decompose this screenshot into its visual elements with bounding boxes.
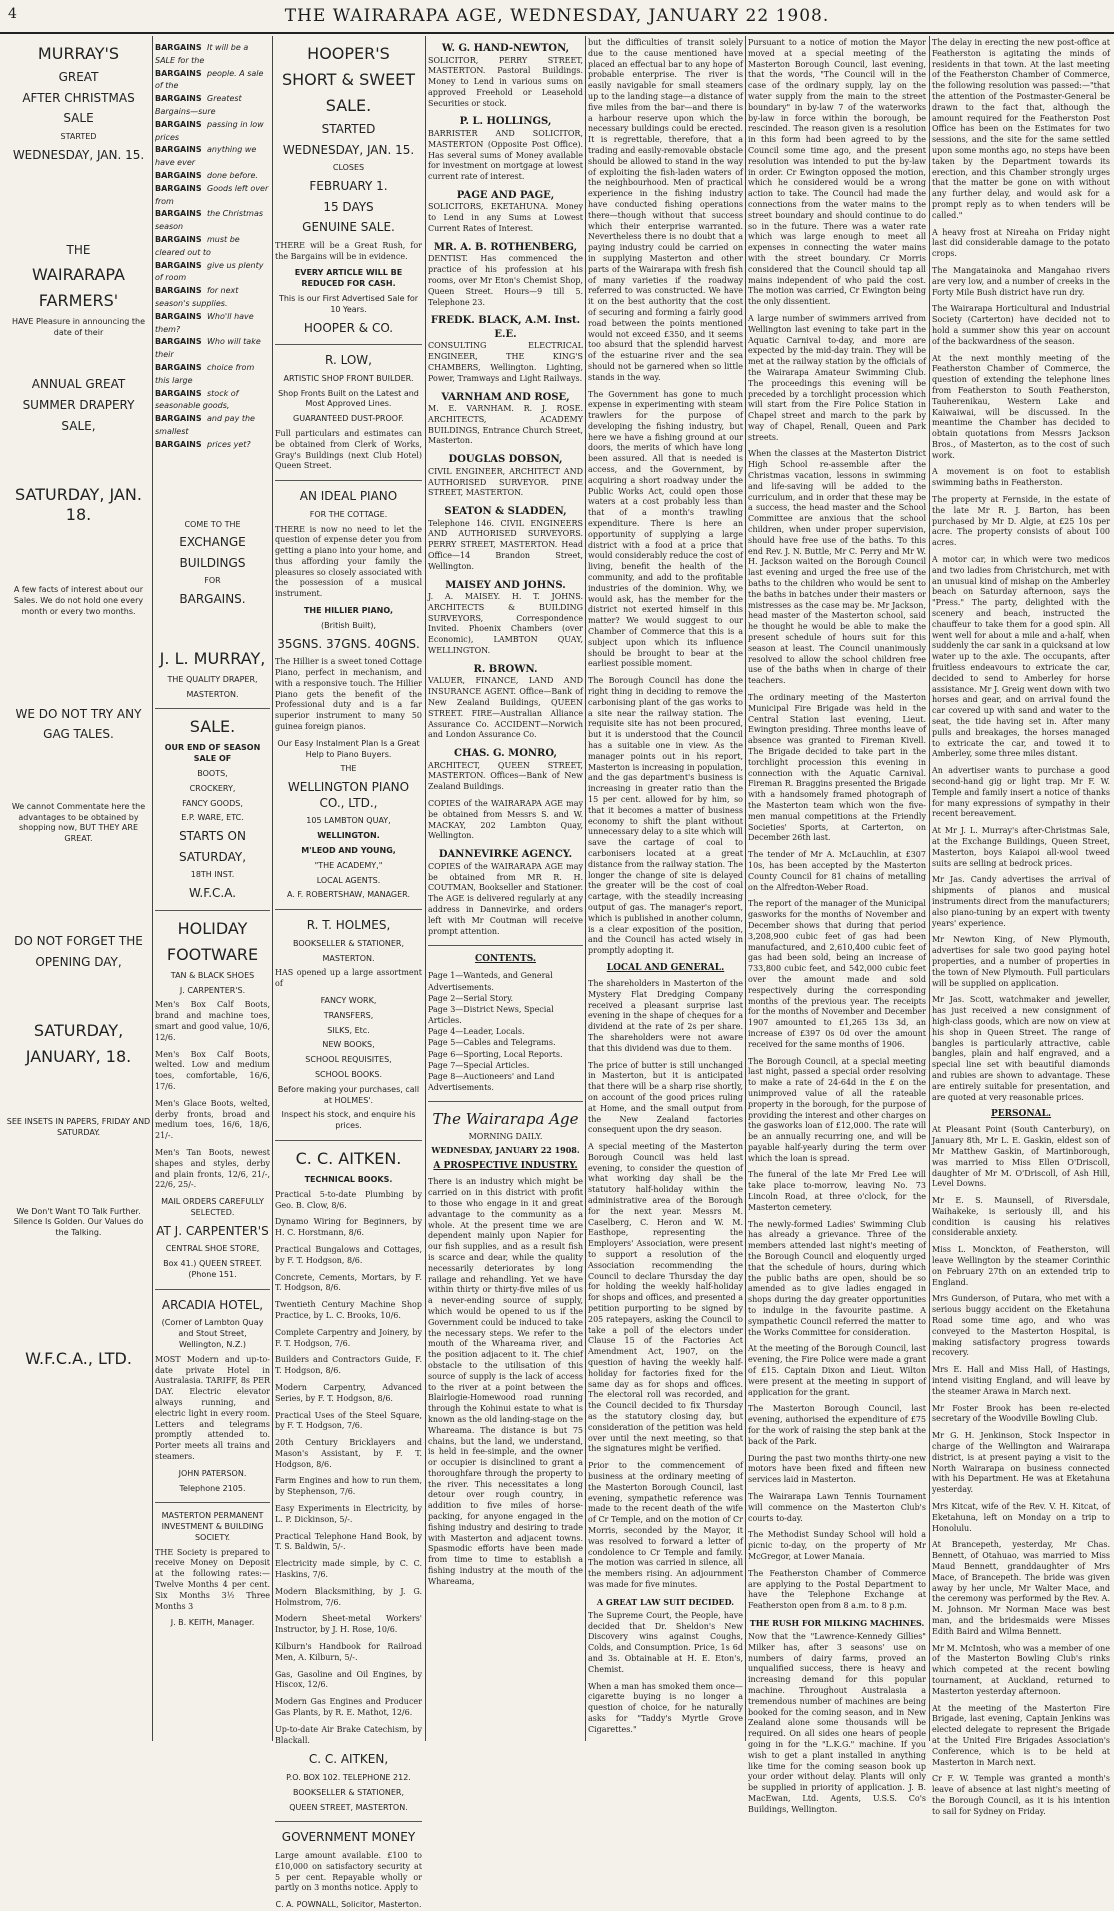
ad-heading: DO NOT FORGET THE [14,933,143,948]
murray-sale-advertisement [6,38,151,1738]
ad-text: TRANSFERS, [323,1010,374,1020]
list-item: Page 3—District News, Special Articles. [428,1004,554,1026]
ad-heading: GENUINE SALE. [302,220,395,235]
shoe-line: Men's Box Calf Boots, welted. Low and medium toes, comfortable, 16/6, 17/6. [155,1049,270,1091]
list-item: Page 7—Special Articles. [428,1060,530,1070]
ad-heading: SUMMER DRAPERY [22,397,135,412]
article-paragraph: When the classes at the Masterton District High School re-assemble after the Christmas vacation, lessons in swimming and life-saving will be added to the curriculum, and in order that these may be a success, the head master and the School Committee are anxious that the school children, when under proper supervision, should have free use of the baths. To this end Rev. J. N. Buttle, Mr C. Perry and Mr W. H. Jackson waited on the Borough Council last evening and urged the free use of the baths to the children who would be sent to the baths in batches under their masters or mistresses as the case may be. Mr Jackson, head master of the Masterton school, said he thought he would be able to make the present schedule of hours suit for this season at least. The Council unanimously resolved to allow the school children free use of the baths when in charge of their teachers. [748,449,926,686]
article-paragraph: Mr G. H. Jenkinson, Stock Inspector in charge of the Wellington and Wairarapa district, is at present paying a visit to the North Wairarapa on business connected with his Department. He was at Eketahuna yesterday. [932,1431,1110,1495]
list-item: Page 5—Cables and Telegrams. [428,1038,556,1048]
ad-text: THE [340,764,357,774]
ad-text: EVERY ARTICLE WILL BE REDUCED FOR CASH. [294,268,403,289]
list-item: BARGAINS choice from this large [155,362,255,385]
ad-heading: SALE. [325,96,372,115]
ad-heading: FOOTWARE [166,944,259,964]
ad-text: We Don't Want TO Talk Further. Silence Is Golden. Our Values do the Talking. [13,1206,144,1238]
article-paragraph: Mrs Kitcat, wife of the Rev. V. H. Kitcat, of Eketahuna, left on Monday on a trip to Honolulu. [932,1502,1110,1533]
book-entry: Twentieth Century Machine Shop Practice, by L. C. Brooks, 10/6. [275,1300,422,1320]
ad-heading: WELLINGTON PIANO CO., LTD., [287,780,410,810]
column-rule [272,36,273,1741]
article-paragraph: The Government has gone to much expense in experimenting with steam trawlers for the purpose of developing the fishing industry, but here we have a fishing ground at our doors, the merits of which have long been assured. All that is needed is access, and the Government, by acquiring a short roadway under the Public Works Act, could open those waters at a cost probably less than that of a month's trawling expenditure. There is here an opportunity of supplying a large district with a food at a price that would considerably reduce the cost of living, benefit the health of the community, and add to the profitable industries of the dominion. Why, we would ask, has the member for the district not exerted himself in this matter? We would suggest to our Chamber of Commerce that this is a subject upon which its influence should be brought to bear at the earliest possible moment. [588,389,743,669]
article-paragraph: At the meeting of the Masterton Fire Brigade, last evening, Captain Jenkins was elected delegate to represent the Brigade at the United Fire Brigades Association's Conference, which is to be held at Masterton in March next. [932,1703,1110,1767]
column-rule [425,36,426,1741]
ad-heading: ANNUAL GREAT [31,377,126,392]
ad-text: MOST Modern and up-to-date private Hotel in Australasia. TARIFF, 8s PER DAY. Electric elevator always running, and electric light in every room. Letters and telegrams promptly attended to. Porter meets all trains and steamers. [155,1354,270,1461]
subheading: A GREAT LAW SUIT DECIDED. [596,1596,735,1607]
article-paragraph: The Borough Council, at a special meeting last night, passed a special order resolving to make a rate of 24-64d in the £ on the unimproved value of all the rateable property in the borough, for the purpose of providing the interest and other charges on the gasworks loan of £12,000. The rate will be an annually recurring one, and will be payable half-yearly during the term over which the loan is spread. [748,1056,926,1163]
article-paragraph: The newly-formed Ladies' Swimming Club has already a grievance. Three of the members attended last night's meeting of the Borough Council and eloquently urged that the schedule of hours, during which the public baths are open, should be so amended as to give ladies engaged in shops during the day greater opportunities to indulge in the favourite pastime. A sympathetic Council referred the matter to the Works Committee for consideration. [748,1219,926,1337]
ad-heading: 15 DAYS [323,199,374,214]
book-entry: Electricity made simple, by C. C. Haskins, 7/6. [275,1559,422,1580]
ad-heading: SATURDAY, JAN. 18. [15,485,142,525]
ad-text: THERE will be a Great Rush, for the Bargains will be in evidence. [275,240,422,261]
list-item: BARGAINS for next season's supplies. [155,286,239,308]
price-list: 35GNS. 37GNS. 40GNS. [277,636,420,651]
ad-text: CROCKERY, [189,783,236,793]
ad-heading: SHORT & SWEET [281,70,416,89]
article-paragraph: The property at Fernside, in the estate of the late Mr R. J. Barton, has been purchased by Mr D. Algie, at £25 10s per acre. The property consists of about 100 acres. [932,495,1110,548]
article-paragraph: Now that the "Lawrence-Kennedy Gillies" Milker has, after 3 seasons' use on numbers of dairy farms, proved an unqualified success, there is heavy and increasing demand for this popular machine. Throughout Australasia a tremendous number of machines are being booked for the coming season, and in New Zealand alone some thousands will be required. On all sides one hears of people going in for the "L.K.G." machine. If you wish to get a plant installed in anything like time for the coming season book up your order without delay. Plants will only be supplied in priority of application. J. B. MacEwan, Ltd. Agents, U.S.S. Co's Buildings, Wellington. [748,1631,926,1814]
ad-text: P.O. BOX 102. TELEPHONE 212. [286,1773,411,1783]
list-item: BARGAINS Greatest Bargains—sure [155,94,242,116]
article-paragraph: Mrs Gunderson, of Putara, who met with a serious buggy accident on the Eketahuna Road some time ago, and who was conveyed to the Masterton Hospital, is making satisfactory progress towards recovery. [932,1294,1110,1358]
bargains-list [155,42,270,452]
ad-heading: SATURDAY, [33,1021,124,1041]
column-2-advertisements [155,38,270,1738]
column-rule [929,36,930,1741]
article-paragraph: When a man has smoked them once—cigarette buying is no longer a question of choice, for he naturally asks for "Taddy's Myrtle Grove Cigarettes." [588,1681,743,1734]
ad-text: COME TO THE [184,519,241,529]
professional-card: MAISEY AND JOHNS. J. A. MAISEY. H. T. JOHNS. ARCHITECTS & BUILDING SURVEYORS, Correspondence Invited. Phoenix Chambers (over Economic), LAMBTON QUAY, WELLINGTON. [428,579,583,656]
column-rule [745,36,746,1741]
list-item: BARGAINS It will be a SALE for the [155,43,249,65]
book-entry: Up-to-date Air Brake Catechism, by Blackall. [275,1724,422,1745]
shoe-line: Men's Glace Boots, welted, derby fronts, broad and medium toes, 16/6, 18/6, 21/-. [155,1098,270,1141]
ad-text: GUARANTEED DUST-PROOF. [293,414,404,424]
ad-text: Before making your purchases, call at HOLMES'. [277,1084,420,1105]
ad-text: STARTED [60,131,97,141]
article-paragraph: Miss L. Monckton, of Featherston, will leave Wellington by the steamer Corinthic on February 27th on an extended trip to England. [932,1245,1110,1287]
ad-text: BOOKSELLER & STATIONER, [292,938,405,948]
ad-text: THE Society is prepared to receive Money on Deposit at the following rates:— Twelve Months 4 per cent. Six Months 3½ Three Months 3 [155,1547,270,1611]
column-6 [748,38,926,1814]
ad-text: Telephone 2105. [179,1483,246,1493]
article-paragraph: Prior to the commencement of business at the ordinary meeting of the Masterton Borough Council, last evening, sympathetic reference was made to the recent death of the wife of Cr Temple, and on the motion of Cr Morris, seconded by the Mayor, it was resolved to forward a letter of condolence to Cr Temple and family. The motion was carried in silence, all the members rising. An adjournment was made for five minutes. [588,1461,743,1589]
professional-card: FREDK. BLACK, A.M. Inst. E.E. CONSULTING ELECTRICAL ENGINEER, THE KING'S CHAMBERS, Wellington. Lighting, Power, Tramways and Light Railways. [428,315,583,383]
ad-text: TECHNICAL BOOKS. [304,1174,393,1184]
list-item: Page 2—Serial Story. [428,993,514,1003]
article-paragraph: The Supreme Court, the People, have decided that Dr. Sheldon's New Discovery wins against Coughs, Colds, and Consumption. Price, 1s 6d and 3s. Obtainable at H. E. Eton's, Chemist. [588,1610,743,1674]
list-item: BARGAINS and pay the smallest [155,414,255,436]
ad-heading: WEDNESDAY, JAN. 15. [12,147,145,162]
book-entry: Builders and Contractors Guide, F. T. Hodgson, 8/6. [275,1355,422,1376]
ad-heading: SATURDAY, [178,849,247,864]
article-paragraph: At Mr J. L. Murray's after-Christmas Sale, at the Exchange Buildings, Queen Street, Masterton, boys Kaiapoi all-wool tweed suits are selling at bedrock prices. [932,826,1110,868]
book-entry: Modern Carpentry, Advanced Series, by F. T. Hodgson, 8/6. [275,1382,422,1403]
ad-text: Box 41.) QUEEN STREET. (Phone 151. [163,1259,262,1279]
article-paragraph: The Methodist Sunday School will hold a picnic to-day, on the property of Mr McGregor, at Lower Manaia. [748,1530,926,1561]
ad-heading: R. T. HOLMES, [306,918,391,933]
ad-heading: HOLIDAY [177,918,248,938]
professional-card: DOUGLAS DOBSON, CIVIL ENGINEER, ARCHITECT AND AUTHORISED SURVEYOR. PINE STREET, MASTERTON. [428,454,583,498]
ad-heading: SALE. [189,717,236,737]
shoe-line: Men's Box Calf Boots, brand and machine toes, smart and good value, 10/6, 12/6. [155,1000,270,1042]
ad-heading: J. L. MURRAY, [159,648,266,668]
article-paragraph: The shareholders in Masterton of the Mystery Flat Dredging Company received a pleasant surprise last evening in the shape of cheques for a dividend at the rate of 2s per share. The shareholders were not aware that this dividend was due to them. [588,978,743,1053]
newspaper-title: THE WAIRARAPA AGE, WEDNESDAY, JANUARY 22 1908. [284,6,830,26]
list-item: BARGAINS anything we have ever [155,145,257,168]
subheading: THE RUSH FOR MILKING MACHINES. [749,1617,925,1628]
ad-text: SEE INSETS IN PAPERS, FRIDAY AND SATURDAY. [6,1117,151,1137]
ad-text: (British Built), [320,620,377,630]
article-paragraph: At Brancepeth, yesterday, Mr Chas. Bennett, of Otahuao, was married to Miss Maud Bennett, granddaughter of Mrs Mace, of Brancepeth. The bride was given away by her uncle, Mr Walter Mace, and the ceremony was performed by the Rev. A. M. Johnson. Mr Norman Mace was best man, and the bridesmaids were Misses Edith Baird and Wilma Bennett. [932,1540,1110,1636]
book-entry: Farm Engines and how to run them, by Stephenson, 7/6. [275,1476,422,1497]
book-entry: Dynamo Wiring for Beginners, by H. C. Horstmann, 8/6. [275,1217,422,1238]
ad-text: JOHN PATERSON. [178,1468,247,1478]
article-paragraph: The price of butter is still unchanged in Masterton, but it is anticipated that there will be a sharp rise shortly, on account of the good prices ruling at Home, and the small output from the New Zealand factories consequent upon the dry season. [588,1060,743,1135]
ad-heading: HOOPER'S [307,44,390,63]
article-paragraph: Mr Foster Brook has been re-elected secretary of the Woodville Bowling Club. [932,1403,1110,1424]
article-paragraph: Mr Newton King, of New Plymouth, advertises for sale two good paying hotel properties, and a number of properties in the town of New Plymouth. Full particulars will be supplied on application. [932,935,1110,988]
list-item: BARGAINS stock of seasonable goods, [155,388,239,411]
book-entry: 20th Century Bricklayers and Mason's Assistant, by F. T. Hodgson, 8/6. [275,1438,422,1469]
list-item: BARGAINS give us plenty of room [155,260,264,283]
ad-heading: MURRAY'S [37,44,120,63]
book-entry: Easy Experiments in Electricity, by L. P. Dickinson, 5/-. [275,1504,422,1524]
ad-text: J. CARPENTER'S. [179,985,246,995]
book-entry: Concrete, Cements, Mortars, by F. T. Hodgson, 8/6. [275,1272,422,1293]
section-heading: PERSONAL. [990,1109,1052,1120]
ad-text: QUEEN STREET, MASTERTON. [289,1802,408,1812]
list-item: BARGAINS Goods left over from [155,183,269,206]
ad-text: A. F. ROBERTSHAW, MANAGER. [287,890,410,900]
ad-text: THERE is now no need to let the question of expense deter you from getting a piano into your home, and thus affording your family the pleasures so closely associated with the possession of a musical instrument. [275,524,422,599]
article-paragraph: The report of the manager of the Municipal gasworks for the months of November and December shows that during that period 3,208,900 cubic feet of gas had been manufactured, and 2,610,400 cubic feet of gas had been sold, being an increase of 733,800 cubic feet, and 542,000 cubic feet over the amount made and sold respectively during the corresponding months of the previous year. The receipts for the months of November and December 1907 amounted to £1,265 13s 3d, an increase of £397 0s 0d over the amount received for the same months of 1906. [748,899,926,1049]
article-paragraph: The Mangatainoka and Mangahao rivers are very low, and a number of creeks in the Forty Mile Bush district have run dry. [932,265,1110,297]
article-paragraph: The Masterton Borough Council, last evening, authorised the expenditure of £75 for the work of raising the step bank at the back of the Park. [748,1404,926,1446]
article-paragraph: Mr E. S. Maunsell, of Riversdale, Waihakeke, is seriously ill, and his condition is causing his relatives considerable anxiety. [932,1196,1110,1238]
list-item: BARGAINS Who will take their [155,337,261,360]
column-4 [428,38,583,1738]
ad-heading: EXCHANGE [179,535,246,550]
masthead [0,0,1114,34]
list-item: BARGAINS prices yet? [155,439,251,449]
ad-text: C. A. POWNALL, Solicitor, Masterton. [275,1900,422,1910]
contents-list [428,970,583,1093]
ad-heading: AFTER CHRISTMAS [22,90,135,105]
ad-text: MASTERTON. [322,953,375,963]
list-item: BARGAINS passing in low prices [155,119,264,142]
article-paragraph: The funeral of the late Mr Fred Lee will take place to-morrow, leaving No. 73 Lincoln Road, at three o'clock, for the Masterton cemetery. [748,1170,926,1212]
issue-date: WEDNESDAY, JANUARY 22 1908. [431,1145,580,1156]
list-item: BARGAINS done before. [155,170,258,180]
ad-text: Large amount available. £100 to £10,000 on satisfactory security at 5 per cent. Repayable wholly or partly on 3 months notice. Apply to [275,1851,422,1893]
article-paragraph: Mr Jas. Candy advertises the arrival of shipments of pianos and musical instruments direct from the manufacturers; also piano-tuning by an expert with twenty years' experience. [932,875,1110,928]
ad-heading: FARMERS' [38,290,119,310]
ad-text: BOOTS, [197,769,228,779]
shoe-line: Men's Tan Boots, newest shapes and styles, derby and plain fronts, 12/6, 21/-, 22/6, 25/-. [155,1147,270,1190]
ad-heading: FEBRUARY 1. [309,178,388,193]
ad-heading: C. C. AITKEN. [295,1148,402,1168]
ad-text: SCHOOL REQUISITES, [305,1055,392,1065]
ad-heading: HOOPER & CO. [303,320,394,335]
list-item: Page 4—Leader, Locals. [428,1027,525,1037]
ad-text: 18TH INST. [190,870,235,880]
article-paragraph: At the next monthly meeting of the Featherston Chamber of Commerce, the question of extending the telephone lines from Featherston to South Featherston, Tauherenikau, Western Lake and Kaiwaiwai, will be discussed. In the meantime the Chamber has decided to obtain quotations from Messrs Jackson Bros., of Masterton, as to the cost of such work. [932,353,1110,460]
ad-text: We cannot Commentate here the advantages to be obtained by shopping now, BUT THEY ARE GREAT. [11,801,146,844]
book-entry: Kilburn's Handbook for Railroad Men, A. Kilburn, 5/-. [275,1642,422,1662]
article-paragraph: Mr M. McIntosh, who was a member of one of the Masterton Bowling Club's rinks which competed at the recent bowling tournament, at Auckland, returned to Masterton yesterday afternoon. [932,1643,1110,1696]
book-entry: Complete Carpentry and Joinery, by F. T. Hodgson, 7/6. [275,1327,422,1348]
professional-card: CHAS. G. MONRO, ARCHITECT, QUEEN STREET, MASTERTON. Offices—Bank of New Zealand Buildings. [428,748,583,792]
book-entry: Practical Uses of the Steel Square, by F. T. Hodgson, 7/6. [275,1410,422,1431]
ad-text: TAN & BLACK SHOES [170,970,255,980]
ad-heading: BARGAINS. [179,592,246,607]
book-entry: Practical Telephone Hand Book, by T. S. Baldwin, 5/-. [275,1531,422,1552]
book-entry: Modern Blacksmithing, by J. G. Holmstrom, 7/6. [275,1586,422,1607]
ad-heading: WEDNESDAY, JAN. 15. [282,142,415,157]
ad-text: 105 LAMBTON QUAY, [306,816,391,826]
ad-text: WELLINGTON. [317,831,380,841]
article-paragraph: Mr Jas. Scott, watchmaker and jeweller, has just received a new consignment of high-class goods, which are now on view at his shop in Queen Street. The range of bangles is particularly attractive, cable bangles, plain and half engraved, and a special line set with beautiful diamonds and rubies are shown to advantage. These are entirely suitable for presentation, and are quoted at very reasonable prices. [932,995,1110,1102]
ad-heading: STARTED [321,122,376,136]
ad-heading: OPENING DAY, [35,954,122,969]
ad-text: THE QUALITY DRAPER, [167,674,258,684]
list-item: BARGAINS people. A sale of the [155,68,264,91]
article-paragraph: A motor car, in which were two medicos and two ladies from Christchurch, met with an unusual kind of mishap on the Amberley beach on Saturday afternoon, says the "Press." The party, delighted with the scenery and beach, instructed the chauffeur to take them for a good spin. All went well for about a mile and a-half, when suddenly the car sank in a quicksand at low water up to the axle. The occupants, after fruitless endeavours to extricate the car, decided to send to Amberley for horse assistance. Mr J. Greig went down with two horses and gear, and on arrival found the car covered up with sand and water to the seat, the tide having set in. After many pulls and breakages, the horses managed to extricate the car, and towed it to Amberley, some three miles distant. [932,555,1110,759]
ad-heading: WAIRARAPA [31,264,125,284]
ad-text: Full particulars and estimates can be obtained from Clerk of Works, Gray's Buildings (next Club Hotel) Queen Street. [275,428,422,471]
article-paragraph: A movement is on foot to establish swimming baths in Featherston. [932,467,1110,488]
professional-card: MR. A. B. ROTHENBERG, DENTIST. Has commenced the practice of his profession at his rooms, over Mr Eton's Chemist Shop, Queen Street. Hours—9 till 5. Telephone 23. [428,241,583,307]
list-item: BARGAINS the Christmas season [155,209,264,232]
professional-card: R. BROWN. VALUER, FINANCE, LAND AND INSURANCE AGENT. Office—Bank of New Zealand Buildings, QUEEN STREET. FIRE—Australian Alliance Assurance Co. ACCIDENT—Norwich and London Assurance Co. [428,663,583,740]
ad-heading: AN IDEAL PIANO [299,489,398,504]
ad-heading: GOVERNMENT MONEY [281,1830,416,1845]
professional-card: W. G. HAND-NEWTON, SOLICITOR, PERRY STREET, MASTERTON. Pastoral Buildings. Money to Lend in various sums on approved Freehold or Leasehold Securities or stock. [428,43,583,108]
ad-text: "THE ACADEMY," [314,860,383,870]
contents-heading: CONTENTS. [474,954,537,965]
ad-heading: THE [66,243,91,258]
ad-heading: W.F.C.A. [188,886,237,901]
article-paragraph: Mrs E. Hall and Miss Hall, of Hastings, intend visiting England, and will leave by the steamer Arawa in March next. [932,1365,1110,1396]
ad-heading: GREAT [58,70,99,84]
column-3-advertisements [275,38,422,1910]
article-paragraph: The Borough Council has done the right thing in deciding to remove the carbonising plant of the gas works to a site near the railway station. The requisite site has not been procured, but it is understood that the Council has a suitable one in view. As the manager points out in his report, Masterton is increasing in population, and the gas department's business is increasing in greater ratio than the 15 per cent. allowed for by him, so that it becomes a matter of business economy to shift the plant without unnecessary delay to a site which will save the cartage of coal to carbonisers located at a great distance from the railway station. The longer the change of site is delayed the greater will be the cost of coal cartage, with the steadily increasing output of gas. The manager's report, which is published in another column, is a clear exposition of the position, and the Council has acted wisely in promptly adopting it. [588,676,743,956]
professional-card: COPIES of the WAIRARAPA AGE may be obtained from Messrs S. and W. MACKAY, 202 Lambton Quay, Wellington. [428,799,583,841]
ad-heading: R. LOW, [325,353,372,368]
ad-text: E.P. WARE, ETC. [181,813,244,823]
ad-text: BOOKSELLER & STATIONER, [292,1787,405,1797]
ad-text: THE HILLIER PIANO, [303,606,394,616]
ad-text: FANCY GOODS, [182,798,243,808]
article-paragraph: The delay in erecting the new post-office at Featherston is agitating the minds of residents in that town. At the last meeting of the Featherston Chamber of Commerce, the following resolution was passed:—"that the attention of the Postmaster-General be drawn to the fact that, although the amount required for the Featherston Post Office has been on the Estimates for two sessions, and the site for the same settled upon some months ago, no steps have been taken by the Department towards its erection, and this Chamber strongly urges that the matter be gone on with without any further delay, and would ask for a prompt reply as to when tenders will be called." [932,38,1110,220]
book-entry: Gas, Gasoline and Oil Engines, by Hiscox, 12/6. [275,1669,422,1690]
ad-text: This is our First Advertised Sale for 10 Years. [278,293,419,314]
ad-text: ARTISTIC SHOP FRONT BUILDER. [283,373,414,383]
ad-text: J. B. KEITH, Manager. [170,1618,255,1628]
list-item: BARGAINS must be cleared out to [155,234,240,257]
column-rule [585,36,586,1741]
ad-text: MASTERTON. [186,689,239,699]
ad-heading: SALE, [61,418,96,433]
article-paragraph: The Wairarapa Lawn Tennis Tournament will commence on the Masterton Club's courts to-day. [748,1492,926,1523]
ad-text: OUR END OF SEASON SALE OF [164,743,261,764]
ad-heading: WE DO NOT TRY ANY [15,706,142,721]
ad-text: SILKS, Etc. [327,1025,370,1035]
ad-text: Inspect his stock, and enquire his prices. [281,1110,416,1131]
book-entry: Practical 5-to-date Plumbing by Geo. B. Clow, 8/6. [275,1189,422,1210]
professional-card: VARNHAM AND ROSE, M. E. VARNHAM. R. J. ROSE. ARCHITECTS, ACADEMY BUILDINGS, Entrance Church Street, Masterton. [428,391,583,446]
article-paragraph: The tender of Mr A. McLauchlin, at £307 10s, has been accepted by the Masterton County Council for 81 chains of metalling on the Alfredton-Weber Road. [748,850,926,892]
ad-text: Our Easy Instalment Plan Is a Great Help to Piano Buyers. [277,738,420,759]
ad-text: Shop Fronts Built on the Latest and Most Approved Lines. [278,388,419,409]
ad-text: The Hillier is a sweet toned Cottage Piano, perfect in mechanism, and with a responsive touch. The Hillier Piano gets the benefit of the Professional duty and is a far superior instrument to many 50 guinea foreign pianos. [275,657,422,732]
ad-text: A few facts of interest about our Sales. We do not hold one every month or every two months. [13,585,144,616]
book-entry: Modern Gas Engines and Producer Gas Plants, by R. E. Mathot, 12/6. [275,1697,422,1718]
ad-heading: W.F.C.A., LTD. [25,1349,132,1369]
ad-text: LOCAL AGENTS. [316,875,381,885]
paper-title: The Wairarapa Age [432,1110,579,1129]
book-entry: Practical Bungalows and Cottages, by F. T. Hodgson, 8/6. [275,1244,422,1265]
ad-text: FANCY WORK, [320,995,377,1005]
article-paragraph: An advertiser wants to purchase a good second-hand gig or light trap. Mr F. W. Temple and family insert a notice of thanks for many expressions of sympathy in their recent bereavement. [932,766,1110,819]
ad-heading: BUILDINGS [179,555,246,570]
article-paragraph: Cr F. W. Temple was granted a month's leave of absence at last night's meeting of the Borough Council, as it is his intention to sail for Sydney on Friday. [932,1774,1110,1816]
ad-text: CENTRAL SHOE STORE, [165,1244,260,1254]
article-paragraph: During the past two months thirty-one new motors have been fixed and fifteen new services laid in Masterton. [748,1453,926,1485]
article-paragraph: There is an industry which might be carried on in this district with profit to those who engage in it and great advantage to the community as a whole. At the present time we are dependent mainly upon Napier for our fish supplies, and as a result fish is scarce and dear, while the quality necessarily deteriorates by long railage and rehandling. Yet we have within thirty or thirty-five miles of us a never-ending source of supply, which would be opened to us if the Government could be induced to take the necessary steps. We refer to the mouth of the Whareama river, and the position adjacent to it. The chief obstacle to the utilisation of this source of supply is the lack of access to the river at a point between the Blairlogie-Homewood road running through the Kohinui estate to what is known as the old landing-stage on the Whareama. The distance is but 75 chains, but the land, we understand, is held in fee-simple, and the owner or occupier is disinclined to grant a thoroughfare through the property to the river. This necessitates a long detour over rough country, in addition to five miles of horse-packing, for anyone engaged in the fishing industry and desiring to trade with Masterton and adjacent towns. Spasmodic efforts have been made from time to time to establish a fishing industry at the mouth of the Whareama, [428,1177,583,1586]
column-5 [588,38,743,1738]
professional-card: DANNEVIRKE AGENCY. COPIES of the WAIRARAPA AGE may be obtained from MR R. H. COUTMAN, Bookseller and Stationer. The AGE is delivered regularly at any address in Dannevirke, and orders left with Mr Coutman will receive prompt attention. [428,849,583,936]
article-paragraph: The ordinary meeting of the Masterton Municipal Fire Brigade was held in the Central Station last evening, Lieut. Ewington presiding. Three months leave of absence was granted to Fireman Kivell. The Brigade decided to take part in the torchlight procession this evening in connection with the Aquatic Carnival. Fireman R. Braggins presented the Brigade with a handsomely framed photograph of the Masterton team which won the five-men manual competitions at the Friendly Societies' Sports, at Carterton, on December 26th last. [748,693,926,843]
leader-heading: A PROSPECTIVE INDUSTRY. [433,1161,578,1172]
ad-heading: JANUARY, 18. [25,1047,132,1067]
ad-text: M'LEOD AND YOUNG, [301,846,396,856]
ad-text: CLOSES [332,163,365,173]
article-paragraph: A special meeting of the Masterton Borough Council was held last evening, to consider the question of what working day shall be the statutory half-holiday within the administrative area of the Borough for the next year. Messrs M. Caselberg, C. Heron and W. M. Easthope, representing the Employers' Association, were present to support a resolution of the Association recommending the Council to declare Thursday the day for holding the weekly half-holiday for shops and offices, and presented a petition purporting to be signed by 205 ratepayers, asking the Council to take a poll of the electors under Clause 15 of the Factories Act Amendment Act, 1907, on the question of having the weekly half-holiday for factories fixed for the same day as for shops and offices. The electoral roll was recorded, and the Council decided to fix Thursday as the statutory closing day, but consideration of the petition was held over until the next meeting, so that the signatures might be verified. [588,1142,743,1454]
ad-text: MAIL ORDERS CAREFULLY SELECTED. [161,1197,264,1217]
article-paragraph: The Featherston Chamber of Commerce are applying to the Postal Department to have the Telephone Exchange at Featherston open from 8 a.m. to 8 p.m. [748,1568,926,1611]
list-item: Page 1—Wanteds, and General Advertisements. [428,971,553,992]
ad-text: MASTERTON PERMANENT INVESTMENT & BUILDING SOCIETY. [161,1511,264,1542]
ad-text: HAVE Pleasure in announcing the date of their [11,316,146,337]
article-paragraph: A large number of swimmers arrived from Wellington last evening to take part in the Aquatic Carnival to-day, and more are expected by the mid-day train. They will be met at the railway station by the officials of the Wairarapa Amateur Swimming Club. The proceedings this evening will be preceded by a torchlight procession which will start from the Fire Police Station in Chapel street and march to the park by way of Chapel, Renall, Queen and Park streets. [748,313,926,442]
paper-subtitle: MORNING DAILY. [468,1132,543,1142]
ad-heading: STARTS ON [179,829,246,844]
ad-text: SCHOOL BOOKS. [314,1069,383,1079]
ad-heading: C. C. AITKEN, [308,1752,389,1767]
article-paragraph: A heavy frost at Nireaha on Friday night last did considerable damage to the potato crops. [932,227,1110,259]
ad-text: (Corner of Lambton Quay and Stout Street, Wellington, N.Z.) [161,1318,264,1349]
article-paragraph: The Wairarapa Horticultural and Industrial Society (Carterton) have decided not to hold a summer show this year on account of the backwardness of the season. [932,304,1110,346]
professional-card: PAGE AND PAGE, SOLICITORS, EKETAHUNA. Money to Lend in any Sums at Lowest Current Rates of Interest. [428,189,583,234]
list-item: Page 8—Auctioneers' and Land Advertisements. [428,1072,555,1093]
section-heading: LOCAL AND GENERAL. [606,962,725,973]
professional-card: P. L. HOLLINGS, BARRISTER AND SOLICITOR, MASTERTON (Opposite Post Office). Has several sums of Money available for investment on mortgage at lowest current rate of interest. [428,116,583,182]
article-paragraph: Pursuant to a notice of motion the Mayor moved at a special meeting of the Masterton Borough Council, last evening, that the words, "The Council will in the case of the ordinary supply, lay on the water supply from the main to the street boundary" in by-law 7 of the waterworks by-law in force within the borough, be rescinded. The reason given is a resolution in this form had been agreed to by the Council some time ago, and the present resolution was intended to put the by-law in order. Cr Ewington opposed the motion, which he considered would be a wrong action to take. The Council had made the connections from the water mains to the street boundary and should continue to do so in the future. There was a water rate which was large enough to meet all expenses in connecting the water mains with the street boundary. Cr Morris considered that the Council should tap all mains independent of who paid the cost. The motion was carried, Cr Ewington being the only dissentient. [748,38,926,307]
ad-heading: AT J. CARPENTER'S [156,1223,269,1238]
professional-card: SEATON & SLADDEN, Telephone 146. CIVIL ENGINEERS AND AUTHORISED SURVEYORS. PERRY STREET, MASTERTON. Head Office—14 Brandon Street, Wellington. [428,506,583,571]
ad-text: NEW BOOKS, [322,1040,375,1050]
ad-heading: SALE [63,111,94,126]
page-number: 4 [8,6,17,22]
ad-text: FOR [204,576,221,586]
article-paragraph: At Pleasant Point (South Canterbury), on January 8th, Mr L. E. Gaskin, eldest son of Mr Matthew Gaskin, of Martinborough, was married to Miss Ellen O'Driscoll, daughter of Mr M. O'Driscoll, of Ash Hill, Level Downs. [932,1125,1110,1189]
ad-heading: GAG TALES. [43,727,114,742]
ad-text: HAS opened up a large assortment of [275,968,422,989]
article-paragraph: At the meeting of the Borough Council, last evening, the Fire Police were made a grant of £15. Captain Dixon and Lieut. Wilton were present at the meeting in support of application for the grant. [748,1344,926,1397]
ad-heading: ARCADIA HOTEL, [161,1297,264,1312]
list-item: BARGAINS Who'll have them? [155,311,254,334]
ad-text: FOR THE COTTAGE. [309,509,388,519]
list-item: Page 6—Sporting, Local Reports. [428,1049,563,1059]
book-entry: Modern Sheet-metal Workers' Instructor, by J. H. Rose, 10/6. [275,1614,422,1635]
column-7 [932,38,1110,1816]
column-rule [152,36,153,1741]
article-paragraph: but the difficulties of transit solely due to the cause mentioned have placed an effectual bar to any hope of probable enterprise. The river is easily navigable for small steamers up to the landing stage—a distance of five miles from the bar—and there is a harbour reserve upon which the necessary buildings could be erected. It is regrettable, therefore, that a trading and easily-removable obstacle should be allowed to stand in the way of exploiting the fish-laden waters of the neighbourhood. Men of practical experience in the fishing industry have conducted fishing operations there—though without that success which their enterprise warranted. Nevertheless there is no doubt that a paying industry could be carried on in supplying Masterton and other parts of the Wairarapa with fresh fish of many varieties if the roadway referred to was constructed. We have it on the best authority that the cost of securing and forming a fairly good road between the points mentioned would not exceed £350, and it seems too absurd that the splendid harvest of the estuarine river and the sea should not be garnered when so little stands in the way. [588,38,743,382]
